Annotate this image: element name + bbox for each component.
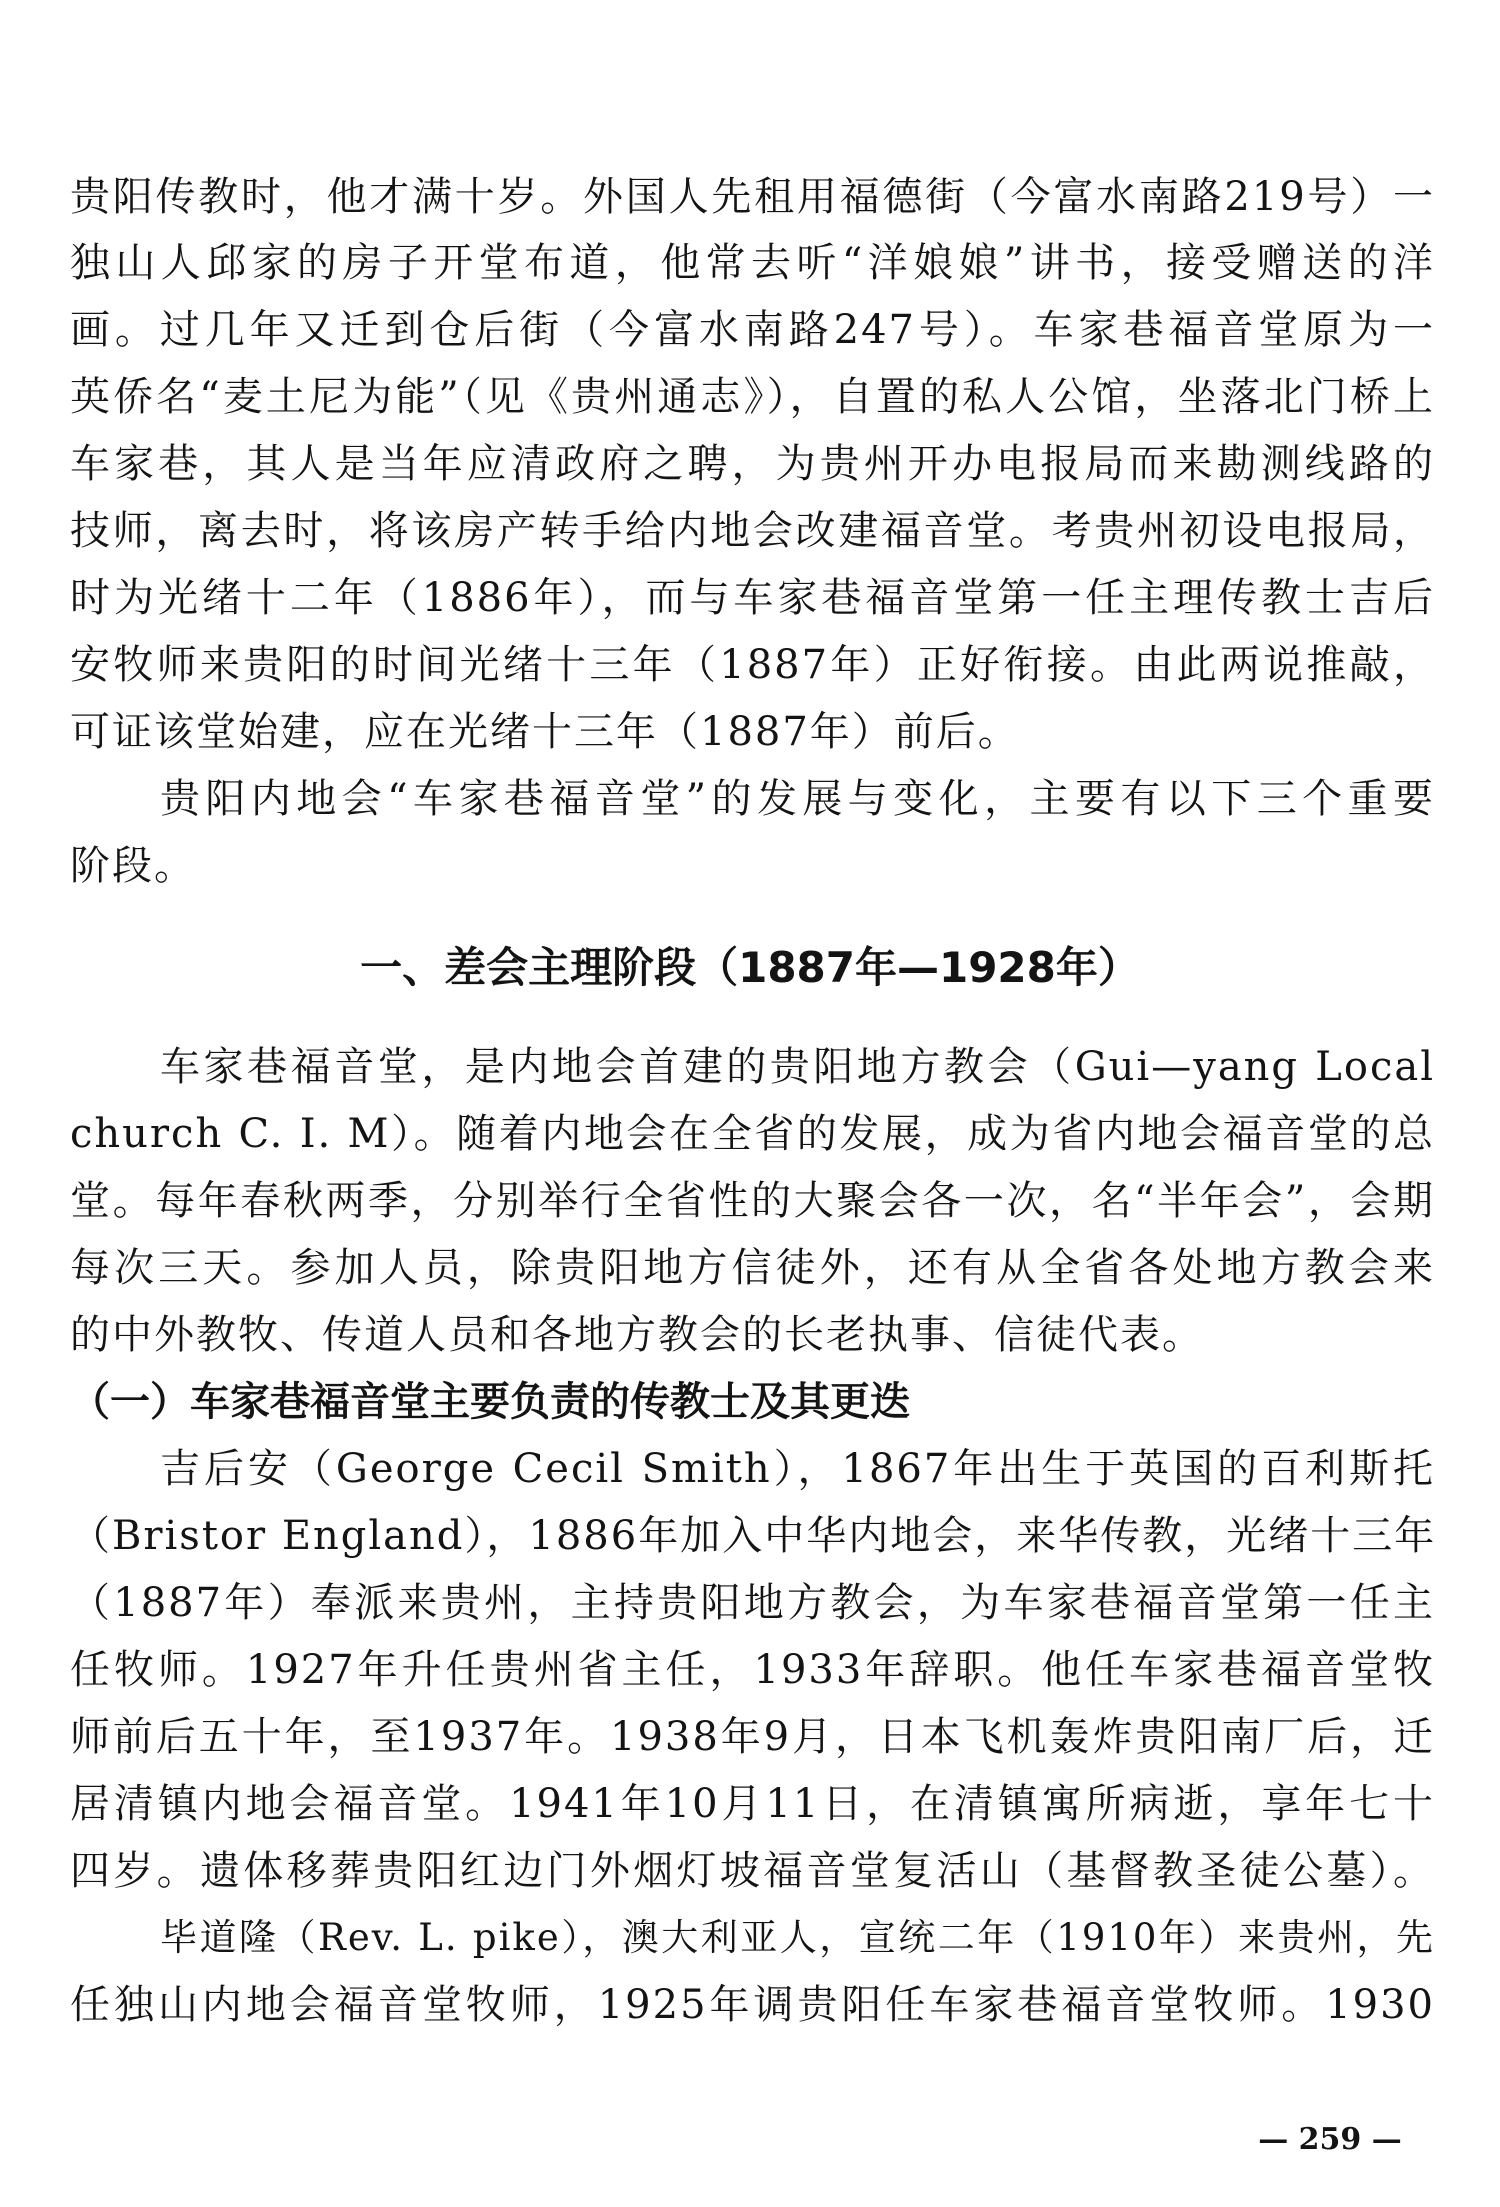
- text-line: 每次三天。参加人员，除贵阳地方信徒外，还有从全省各处地方教会来: [70, 1245, 1435, 1291]
- text-line: 技师，离去时，将该房产转手给内地会改建福音堂。考贵州初设电报局，: [70, 508, 1435, 554]
- text-line: 车家巷福音堂，是内地会首建的贵阳地方教会（Gui—yang Local: [160, 1044, 1435, 1090]
- text-line: 任牧师。1927年升任贵州省主任，1933年辞职。他任车家巷福音堂牧: [70, 1647, 1435, 1693]
- text-line: 师前后五十年，至1937年。1938年9月，日本飞机轰炸贵阳南厂后，迁: [70, 1714, 1435, 1760]
- text-line: 画。过几年又迁到仓后街（今富水南路247号）。车家巷福音堂原为一: [70, 307, 1435, 353]
- text-line: 车家巷，其人是当年应清政府之聘，为贵州开办电报局而来勘测线路的: [70, 441, 1435, 487]
- text-line: 英侨名“麦土尼为能”（见《贵州通志》），自置的私人公馆，坐落北门桥上: [70, 374, 1435, 420]
- text-line: church C. I. M）。随着内地会在全省的发展，成为省内地会福音堂的总: [70, 1111, 1435, 1157]
- text-line: 安牧师来贵阳的时间光绪十三年（1887年）正好衔接。由此两说推敲，: [70, 642, 1435, 688]
- text-line: （Bristor England），1886年加入中华内地会，来华传教，光绪十三年: [70, 1513, 1437, 1559]
- text-line: 时为光绪十二年（1886年），而与车家巷福音堂第一任主理传教士吉后: [70, 575, 1435, 621]
- text-line: 可证该堂始建，应在光绪十三年（1887年）前后。: [70, 709, 1020, 755]
- text-line: 贵阳传教时，他才满十岁。外国人先租用福德街（今富水南路219号）一: [70, 174, 1435, 220]
- text-line: 吉后安（George Cecil Smith），1867年出生于英国的百利斯托: [160, 1446, 1435, 1492]
- text-line: 阶段。: [70, 843, 196, 889]
- section-heading: 一、差会主理阶段（1887年—1928年）: [360, 943, 1140, 992]
- text-line: 贵阳内地会“车家巷福音堂”的发展与变化，主要有以下三个重要: [160, 776, 1435, 822]
- text-line: 的中外教牧、传道人员和各地方教会的长老执事、信徒代表。: [70, 1312, 1204, 1358]
- text-line: 堂。每年春秋两季，分别举行全省性的大聚会各一次，名“半年会”，会期: [70, 1178, 1435, 1224]
- page-number: — 259 —: [1258, 2122, 1402, 2157]
- text-line: （1887年）奉派来贵州，主持贵阳地方教会，为车家巷福音堂第一任主: [70, 1580, 1435, 1626]
- subsection-heading: （一）车家巷福音堂主要负责的传教士及其更迭: [70, 1379, 910, 1425]
- text-line: 居清镇内地会福音堂。1941年10月11日，在清镇寓所病逝，享年七十: [70, 1781, 1435, 1827]
- text-line: 毕道隆（Rev. L. pike），澳大利亚人，宣统二年（1910年）来贵州，先: [160, 1916, 1435, 1959]
- text-line: 独山人邱家的房子开堂布道，他常去听“洋娘娘”讲书，接受赠送的洋: [70, 240, 1435, 286]
- text-line: 四岁。遗体移葬贵阳红边门外烟灯坡福音堂复活山（基督教圣徒公墓）。: [70, 1848, 1435, 1894]
- text-line: 任独山内地会福音堂牧师，1925年调贵阳任车家巷福音堂牧师。1930: [70, 1982, 1435, 2028]
